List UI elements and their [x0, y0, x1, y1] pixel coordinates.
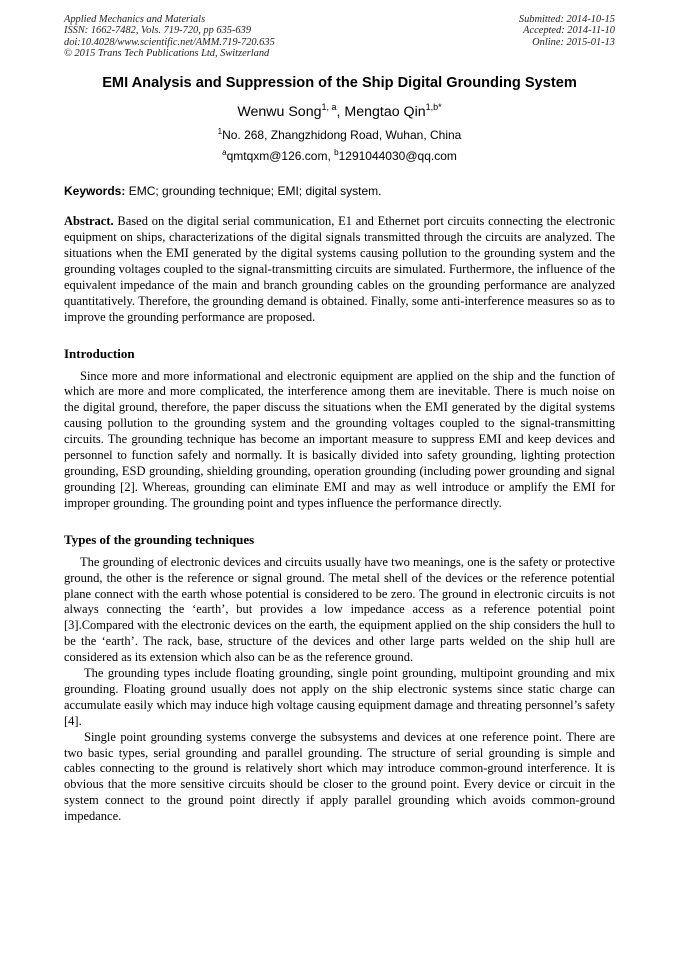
affiliation-text: No. 268, Zhangzhidong Road, Wuhan, China [222, 128, 462, 143]
keywords-label: Keywords: [64, 184, 126, 199]
header-right [519, 14, 615, 59]
keywords [64, 184, 615, 198]
email-b: 1291044030@qq.com [338, 149, 457, 164]
accepted-date: Accepted: 2014-11-10 [523, 25, 615, 37]
author-separator: , [336, 104, 345, 121]
affiliation [64, 128, 615, 142]
email-b-sup: b [334, 148, 339, 158]
section-heading-introduction: Introduction [64, 345, 135, 361]
abstract-text: Based on the digital serial communication, E1 and Ethernet port circuits connecting the electronic equipment on ships, characterizations of the digital signals transmitted through the circuits are analyzed. The situations when the EMI generated by the digital systems causing pollution to the grounding system and the grounding voltages coupled to the signal-transmitting circuits are simulated. Furthermore, the influence of the equivalent impedance of the main and branch grounding cables on the grounding performance are analyzed quantitatively. Therefore, the grounding demand is obtained. Finally, some anti-interference measures so as to improve the grounding performance are proposed. [64, 214, 615, 324]
keywords-text: EMC; grounding technique; EMI; digital system. [125, 184, 382, 199]
types-paragraph-2: The grounding types include floating grounding, single point grounding, multipoint grounding and mix grounding. Floating ground usually does not apply on the ship electronic systems since static charge can accumulate easily which may induce high voltage causing equipment damage and threating personnel’s safety [4]. [64, 666, 615, 728]
journal-name: Applied Mechanics and Materials [64, 14, 206, 25]
doi-line: doi:10.4028/www.scientific.net/AMM.719-720.635 [64, 36, 275, 48]
issn-line: ISSN: 1662-7482, Vols. 719-720, pp 635-639 [64, 25, 252, 37]
paper-page [64, 14, 615, 825]
copyright-line: © 2015 Trans Tech Publications Ltd, Switzerland [64, 47, 270, 59]
section-heading-types: Types of the grounding techniques [64, 531, 255, 547]
email-a: qmtqxm@126.com, [226, 149, 335, 164]
email-line [64, 149, 615, 163]
author-1-name: Wenwu Song [237, 104, 322, 121]
types-paragraph-3: Single point grounding systems converge the subsystems and devices at one reference point. There are two basic types, serial grounding and parallel grounding. The structure of serial grounding is simple and cables connecting to the ground is relatively short which may introduce common-ground interference. It is obvious that the more sensitive circuits should be closer to the ground point. Every device or circuit in the system connect to the ground point directly if apply parallel grounding which avoids common-ground impedance. [64, 729, 615, 824]
author-1-sup: 1, a [321, 102, 337, 113]
abstract-label: Abstract. [64, 214, 114, 229]
types-paragraph-1: The grounding of electronic devices and circuits usually have two meanings, one is the safety or protective ground, the other is the reference or signal ground. The metal shell of the devices or the reference potential plane connect with the earth whose potential is considered to be zero. The ground in electronic circuits is not always connecting the ‘earth’, but provides a low impedance access as a reference potential point [3].Compared with the electronic devices on the earth, the equipment applied on the ship considers the hull to be the ‘earth’. The rack, base, structure of the devices and other large parts welded on the ship hull are considered as its extension which also can be as the reference ground. [64, 554, 615, 665]
affiliation-sup: 1 [217, 127, 223, 137]
submitted-date: Submitted: 2014-10-15 [518, 14, 615, 25]
email-a-sup: a [222, 148, 227, 158]
author-2-name: Mengtao Qin [344, 104, 426, 121]
author-line [64, 104, 615, 120]
author-2-sup: 1,b* [425, 102, 442, 113]
header-left [64, 14, 275, 59]
abstract [64, 214, 615, 325]
journal-header [64, 14, 615, 59]
paper-title: EMI Analysis and Suppression of the Ship Digital Grounding System [102, 75, 577, 92]
introduction-paragraph: Since more and more informational and electronic equipment are applied on the ship and the function of which are more and more complicated, the interference among them are inevitable. There is much noise on the digital ground, therefore, the paper discuss the situations when the EMI generated by the digital systems causing pollution to the grounding system and the grounding voltages coupled to the signal-transmitting circuits. The grounding technique has become an important measure to suppress EMI and keep devices and personnel to function safely and normally. It is basically divided into safety grounding, lighting protection grounding, ESD grounding, shielding grounding, operation grounding (including power grounding and signal grounding [2]. Whereas, grounding can eliminate EMI and may as well introduce or amplify the EMI for improper grounding. The grounding point and types influence the performance directly. [64, 368, 615, 510]
online-date: Online: 2015-01-13 [532, 36, 615, 48]
